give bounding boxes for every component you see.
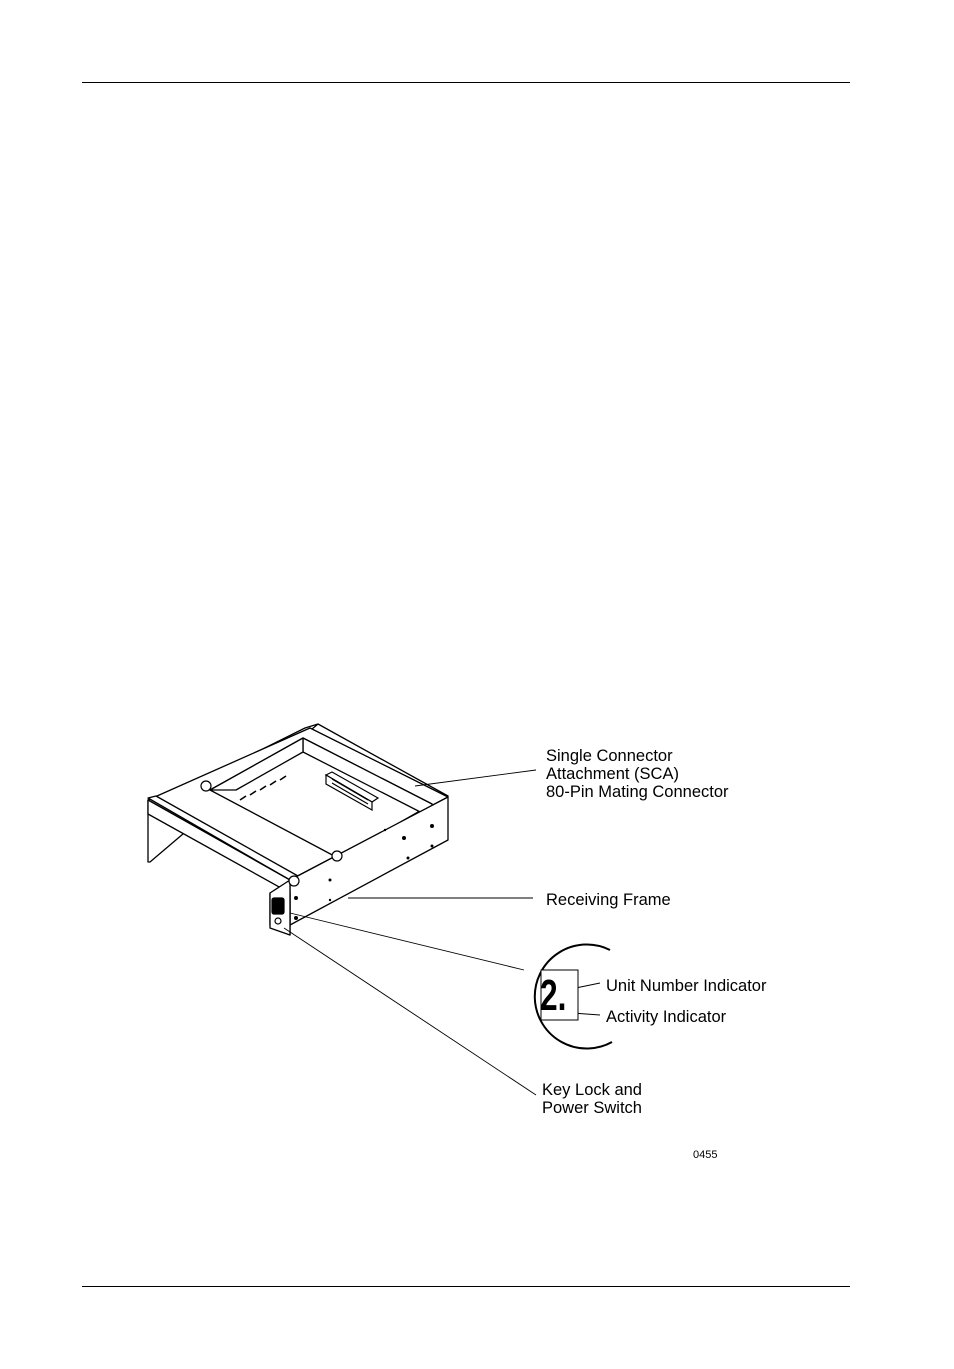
figure-number: 0455 [693, 1149, 718, 1161]
activity-indicator-label: Activity Indicator [606, 1008, 727, 1026]
sca-label-line1: Single Connector [546, 747, 673, 765]
keylock-leader [284, 928, 536, 1095]
sca-label-line2: Attachment (SCA) [546, 765, 679, 783]
receiving-frame-label: Receiving Frame [546, 891, 671, 909]
keylock-label-line1: Key Lock and [542, 1081, 642, 1099]
indicator-leader [290, 913, 524, 970]
unit-number-indicator-label: Unit Number Indicator [606, 977, 767, 995]
footer-rule [82, 1286, 850, 1287]
sca-leader [415, 770, 536, 786]
sca-label-line3: 80-Pin Mating Connector [546, 783, 729, 801]
indicator-digit: 2. [540, 971, 567, 1020]
keylock-label-line2: Power Switch [542, 1099, 642, 1117]
